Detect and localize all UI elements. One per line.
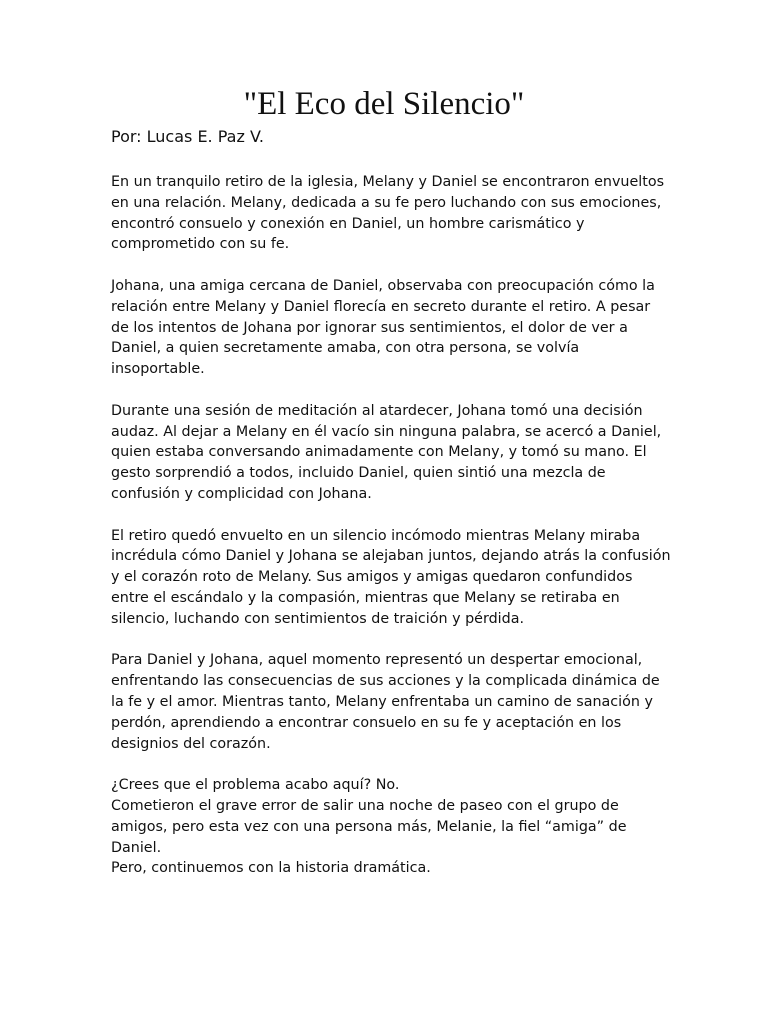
paragraph-4: El retiro quedó envuelto en un silencio incómodo mientras Melany miraba incrédula cómo Daniel y Johana se alejaban juntos, dejando atrás la confusión y el corazón roto de Melany. Sus amigos y amigas quedaron confundidos entre el escándalo y la compasión, mientras que Melany se retiraba en silencio, luchando con sentimientos de traición y pérdida. [111, 527, 671, 627]
closing-line-continue: Pero, continuemos con la historia dramática. [111, 860, 431, 877]
paragraph-2: Johana, una amiga cercana de Daniel, observaba con preocupación cómo la relación entre Melany y Daniel florecía en secreto durante el retiro. A pesar de los intentos de Johana por ignorar sus sentimientos, el dolor de ver a Daniel, a quien secretamente amaba, con otra persona, se volvía insoportable. [111, 277, 655, 378]
document-body [111, 172, 671, 879]
paragraph-3: Durante una sesión de meditación al atardecer, Johana tomó una decisión audaz. Al dejar a Melany en él vacío sin ninguna palabra, se acercó a Daniel, quien estaba conversando animadamente con Melany, y tomó su mano. El gesto sorprendió a todos, incluido Daniel, quien sintió una mezcla de confusión y complicidad con Johana. [111, 402, 662, 502]
closing-line-question: ¿Crees que el problema acabo aquí? No. [111, 777, 400, 794]
paragraph-1: En un tranquilo retiro de la iglesia, Melany y Daniel se encontraron envueltos en una relación. Melany, dedicada a su fe pero luchando con sus emociones, encontró consuelo y conexión en Daniel, un hombre carismático y comprometido con su fe. [111, 174, 665, 253]
closing-line-error: Cometieron el grave error de salir una noche de paseo con el grupo de amigos, pero esta vez con una persona más, Melanie, la fiel “amiga” de Daniel. [111, 797, 627, 856]
document-author: Por: Lucas E. Paz V. [111, 127, 264, 146]
paragraph-5: Para Daniel y Johana, aquel momento representó un despertar emocional, enfrentando las consecuencias de sus acciones y la complicada dinámica de la fe y el amor. Mientras tanto, Melany enfrentaba un camino de sanación y perdón, aprendiendo a encontrar consuelo en su fe y aceptación en los designios del corazón. [111, 652, 660, 752]
document-title: "El Eco del Silencio" [243, 86, 525, 122]
